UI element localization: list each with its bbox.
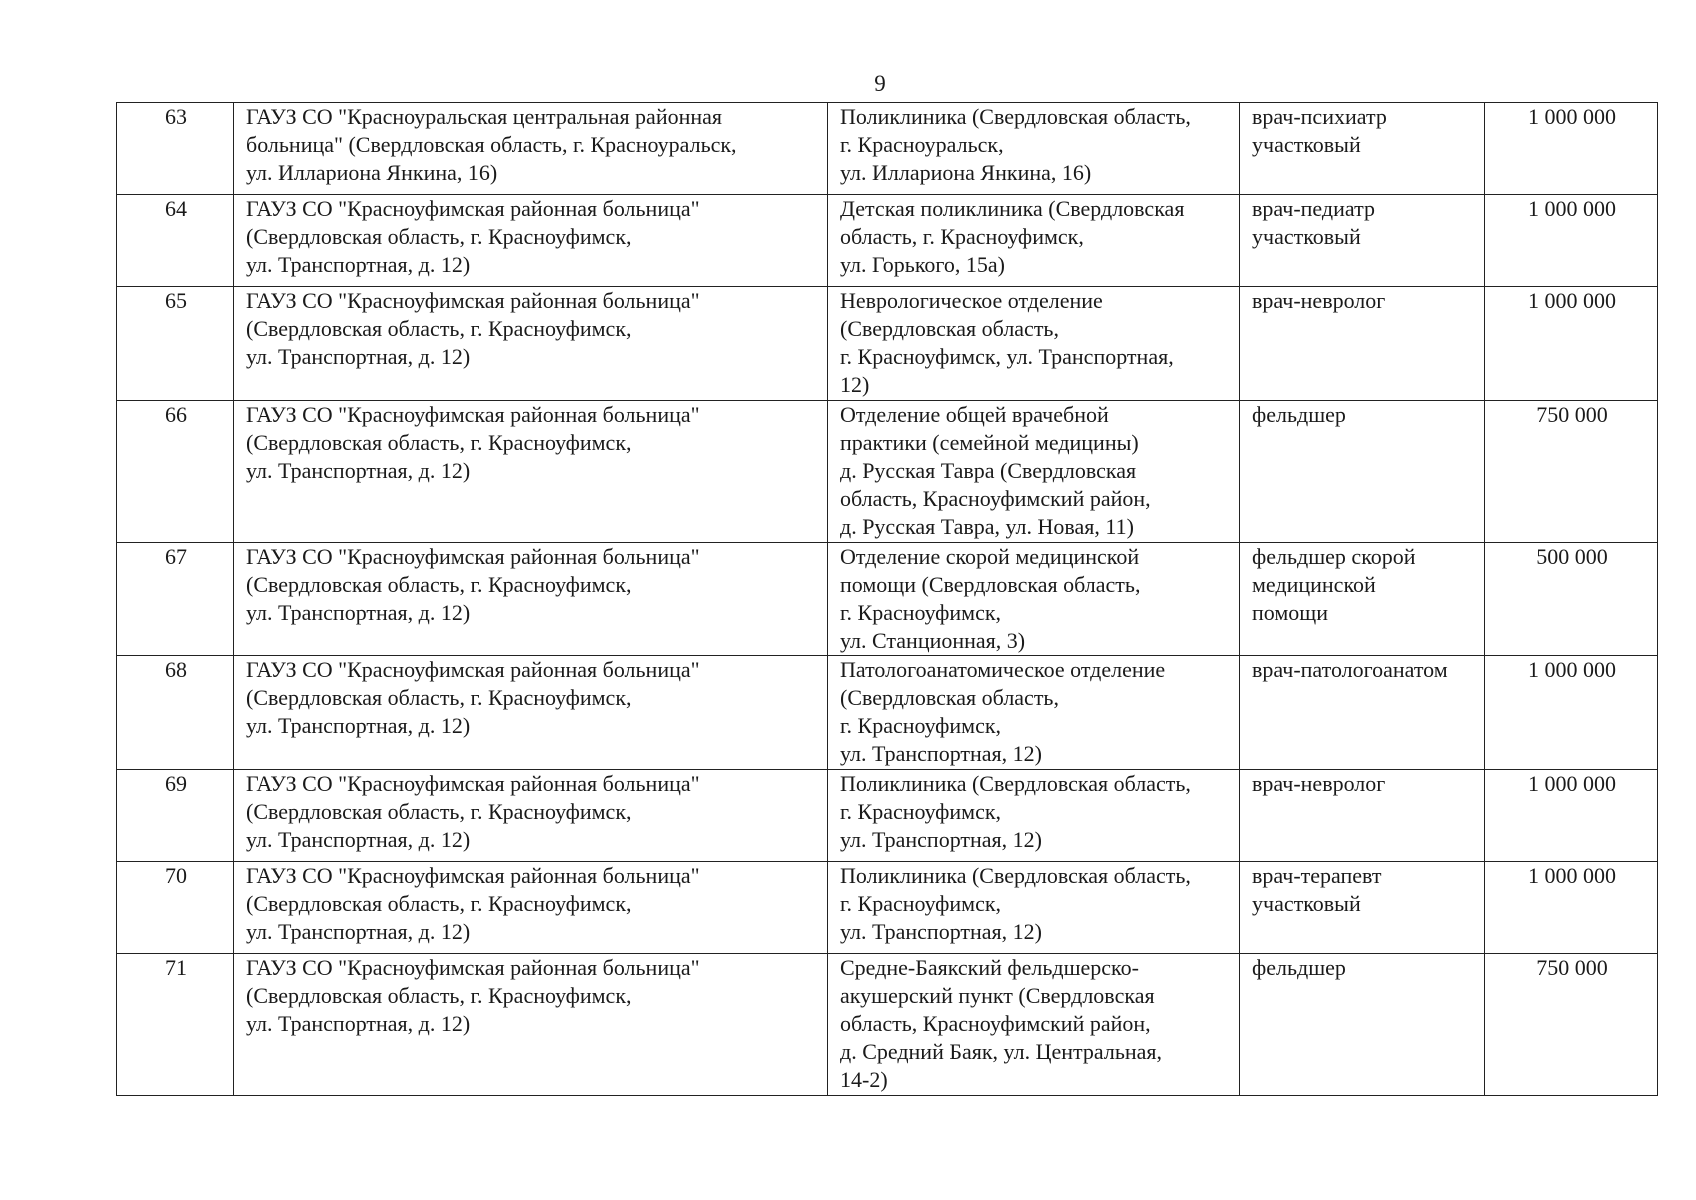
organization-text: ГАУЗ СО "Красноуфимская районная больница" (Свердловская область, г. Красноуфимск, ул. Транспортная, д. 12)	[246, 544, 700, 625]
organization-text: ГАУЗ СО "Красноуфимская районная больница" (Свердловская область, г. Красноуфимск, ул. Транспортная, д. 12)	[246, 288, 700, 369]
amount-cell: 1 000 000	[1485, 103, 1658, 195]
table-row	[117, 287, 1658, 401]
organization-text: ГАУЗ СО "Красноуфимская районная больница" (Свердловская область, г. Красноуфимск, ул. Транспортная, д. 12)	[246, 402, 700, 483]
position-text: врач-невролог	[1252, 771, 1386, 796]
row-number: 70	[117, 862, 234, 954]
page-number: 9	[874, 71, 886, 96]
unit-text: Отделение общей врачебной практики (семейной медицины) д. Русская Тавра (Свердловская область, Красноуфимский район, д. Русская Тавра, ул. Новая, 11)	[840, 402, 1151, 539]
amount-cell: 750 000	[1485, 401, 1658, 543]
organization-cell	[234, 543, 828, 656]
organization-cell	[234, 862, 828, 954]
position-text: фельдшер	[1252, 402, 1346, 427]
unit-text: Детская поликлиника (Свердловская область, г. Красноуфимск, ул. Горького, 15а)	[840, 196, 1185, 277]
row-number: 67	[117, 543, 234, 656]
organization-text: ГАУЗ СО "Красноуфимская районная больница" (Свердловская область, г. Красноуфимск, ул. Транспортная, д. 12)	[246, 657, 700, 738]
position-text: фельдшер	[1252, 955, 1346, 980]
organization-cell	[234, 770, 828, 862]
table-row	[117, 543, 1658, 656]
amount-cell: 750 000	[1485, 954, 1658, 1096]
unit-cell	[828, 287, 1240, 401]
organization-cell	[234, 195, 828, 287]
position-cell	[1240, 103, 1485, 195]
unit-text: Поликлиника (Свердловская область, г. Красноуфимск, ул. Транспортная, 12)	[840, 771, 1191, 852]
amount-cell: 1 000 000	[1485, 862, 1658, 954]
unit-text: Отделение скорой медицинской помощи (Свердловская область, г. Красноуфимск, ул. Станционная, 3)	[840, 544, 1141, 653]
unit-cell	[828, 770, 1240, 862]
position-text: фельдшер скорой медицинской помощи	[1252, 544, 1416, 625]
table-row	[117, 401, 1658, 543]
position-cell	[1240, 195, 1485, 287]
table-row	[117, 862, 1658, 954]
amount-cell: 1 000 000	[1485, 195, 1658, 287]
position-cell	[1240, 954, 1485, 1096]
row-number: 71	[117, 954, 234, 1096]
amount-cell: 1 000 000	[1485, 770, 1658, 862]
unit-cell	[828, 195, 1240, 287]
row-number: 68	[117, 656, 234, 770]
organization-cell	[234, 401, 828, 543]
position-cell	[1240, 770, 1485, 862]
organization-cell	[234, 656, 828, 770]
organization-cell	[234, 103, 828, 195]
table-row	[117, 770, 1658, 862]
unit-text: Патологоанатомическое отделение (Свердловская область, г. Красноуфимск, ул. Транспортная, 12)	[840, 657, 1166, 766]
row-number: 66	[117, 401, 234, 543]
table-row	[117, 195, 1658, 287]
position-cell	[1240, 656, 1485, 770]
organization-cell	[234, 287, 828, 401]
row-number: 65	[117, 287, 234, 401]
position-cell	[1240, 862, 1485, 954]
unit-cell	[828, 401, 1240, 543]
position-cell	[1240, 543, 1485, 656]
unit-cell	[828, 656, 1240, 770]
unit-cell	[828, 543, 1240, 656]
row-number: 69	[117, 770, 234, 862]
unit-text: Поликлиника (Свердловская область, г. Красноуфимск, ул. Транспортная, 12)	[840, 863, 1191, 944]
amount-cell: 1 000 000	[1485, 287, 1658, 401]
table-row	[117, 103, 1658, 195]
position-text: врач-терапевт участковый	[1252, 863, 1382, 916]
organization-cell	[234, 954, 828, 1096]
amount-cell: 1 000 000	[1485, 656, 1658, 770]
table-row	[117, 954, 1658, 1096]
position-text: врач-педиатр участковый	[1252, 196, 1375, 249]
unit-text: Поликлиника (Свердловская область, г. Красноуральск, ул. Иллариона Янкина, 16)	[840, 104, 1191, 185]
amount-cell: 500 000	[1485, 543, 1658, 656]
row-number: 63	[117, 103, 234, 195]
unit-cell	[828, 954, 1240, 1096]
unit-cell	[828, 103, 1240, 195]
position-text: врач-патологоанатом	[1252, 657, 1448, 682]
organization-text: ГАУЗ СО "Красноуфимская районная больница" (Свердловская область, г. Красноуфимск, ул. Транспортная, д. 12)	[246, 771, 700, 852]
position-text: врач-невролог	[1252, 288, 1386, 313]
unit-text: Средне-Баякский фельдшерско- акушерский пункт (Свердловская область, Красноуфимский район, д. Средний Баяк, ул. Центральная, 14-2)	[840, 955, 1163, 1092]
row-number: 64	[117, 195, 234, 287]
position-cell	[1240, 287, 1485, 401]
position-cell	[1240, 401, 1485, 543]
organization-text: ГАУЗ СО "Красноуральская центральная районная больница" (Свердловская область, г. Красноуральск, ул. Иллариона Янкина, 16)	[246, 104, 737, 185]
table-row	[117, 656, 1658, 770]
organization-text: ГАУЗ СО "Красноуфимская районная больница" (Свердловская область, г. Красноуфимск, ул. Транспортная, д. 12)	[246, 196, 700, 277]
position-text: врач-психиатр участковый	[1252, 104, 1387, 157]
unit-text: Неврологическое отделение (Свердловская область, г. Красноуфимск, ул. Транспортная, 12)	[840, 288, 1174, 397]
organization-text: ГАУЗ СО "Красноуфимская районная больница" (Свердловская область, г. Красноуфимск, ул. Транспортная, д. 12)	[246, 863, 700, 944]
organization-text: ГАУЗ СО "Красноуфимская районная больница" (Свердловская область, г. Красноуфимск, ул. Транспортная, д. 12)	[246, 955, 700, 1036]
unit-cell	[828, 862, 1240, 954]
positions-table	[116, 102, 1658, 1096]
